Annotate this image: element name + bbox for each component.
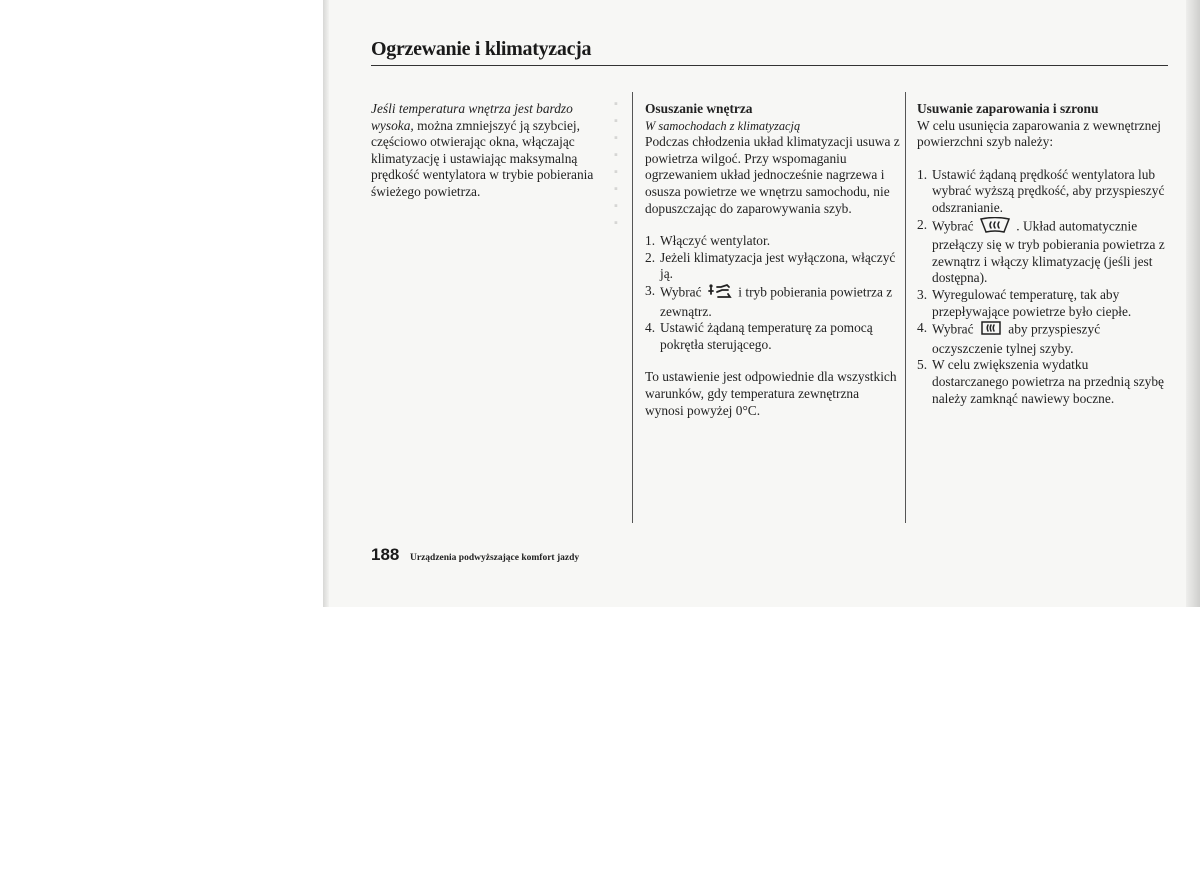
list-item: 1. Włączyć wentylator. <box>645 233 771 249</box>
list-item: 2. Wybrać . Układ automatycznie przełączy się w tryb pobierania powietrza z zewnątrz i włączy klimatyzację (jeśli jest dostępna). <box>917 216 1165 286</box>
title-rule <box>371 65 1168 66</box>
page-spine-shadow <box>323 0 329 607</box>
list-item: 4. Wybrać aby przyspieszyć oczyszczenie tylnej szyby. <box>917 320 1101 356</box>
column-divider-1 <box>632 92 633 523</box>
list-item: 3. Wyregulować temperaturę, tak aby przepływające powietrze było ciepłe. <box>917 286 1132 319</box>
defrost-steps <box>917 167 1167 407</box>
hot-interior-text: można zmniejszyć ją szybciej, częściowo otwierając okna, włączając klimatyzację i ustawiając maksymalną prędkość wentylatora w trybie pobierania świeżego powietrza. <box>371 117 594 199</box>
list-item: 4. Ustawić żądaną temperaturę za pomocą pokrętła sterującego. <box>645 320 873 352</box>
column-hot-interior <box>371 101 607 201</box>
hot-interior-paragraph <box>371 101 607 201</box>
column-dehumidify <box>645 101 900 419</box>
dehumidify-heading: Osuszanie wnętrza <box>645 101 753 116</box>
dehumidify-body: Podczas chłodzenia układ klimatyzacji usuwa z powietrza wilgoć. Przy wspomaganiu ogrzewaniem układ jednocześnie nagrzewa i osusza powietrze we wnętrzu samochodu, nie dopuszczając do zaparowywania szyb. <box>645 134 900 216</box>
defrost-heading: Usuwanie zaparowania i szronu <box>917 101 1099 116</box>
list-item: 5. W celu zwiększenia wydatku dostarczanego powietrza na przednią szybę należy zamknąć nawiewy boczne. <box>917 357 1164 406</box>
windshield-defrost-icon <box>979 217 1011 238</box>
defrost-body: W celu usunięcia zaparowania z wewnętrznej powierzchni szyb należy: <box>917 117 1162 150</box>
page-edge-shadow <box>1186 0 1200 607</box>
list-item: 3. Wybrać i tryb pobierania powietrza z zewnątrz. <box>645 282 893 319</box>
dehumidify-closing: To ustawienie jest odpowiednie dla wszystkich warunków, gdy temperatura zewnętrzna wynosi powyżej 0°C. <box>645 369 897 418</box>
dehumidify-steps <box>645 233 900 353</box>
hot-interior-lead: Jeśli temperatura wnętrza jest bardzo wysoka, <box>371 101 573 133</box>
column-divider-2 <box>905 92 906 523</box>
floor-defrost-mode-icon <box>707 283 733 304</box>
list-item: 1. Ustawić żądaną prędkość wentylatora lub wybrać wyższą prędkość, aby przyspieszyć odszranianie. <box>917 166 1165 215</box>
page-title: Ogrzewanie i klimatyzacja <box>371 38 592 60</box>
rear-defrost-icon <box>979 320 1003 341</box>
page-number: 188 <box>371 545 400 564</box>
list-item: 2. Jeżeli klimatyzacja jest wyłączona, włączyć ją. <box>645 249 896 282</box>
section-footer: Urządzenia podwyższające komfort jazdy <box>410 553 580 563</box>
show-through-texture: ▪ ▪ ▪ ▪ ▪ ▪ ▪ ▪ <box>614 98 618 229</box>
dehumidify-subheading: W samochodach z klimatyzacją <box>645 118 801 133</box>
column-defrost <box>917 101 1167 407</box>
